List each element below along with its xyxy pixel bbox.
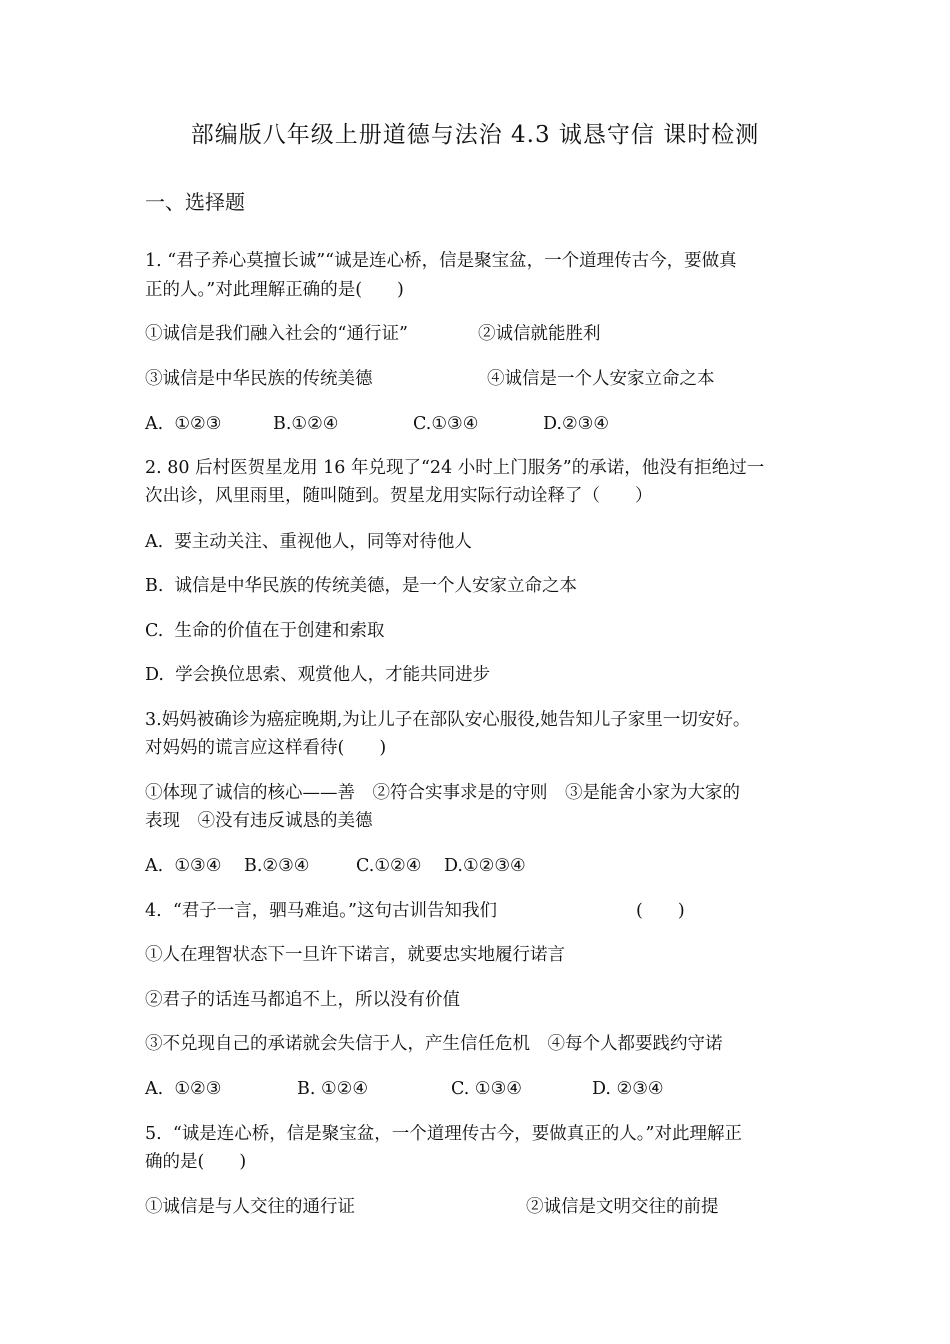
q4-item-1: ①人在理智状态下一旦许下诺言，就要忠实地履行诺言 xyxy=(145,945,565,965)
q1-option-a: A. ①②③ xyxy=(145,414,222,434)
q1-stem-line2: 正的人。”对此理解正确的是( ) xyxy=(145,280,404,300)
q1-option-b: B.①②④ xyxy=(273,414,339,434)
q5-stem-line1: 5. “诚是连心桥，信是聚宝盆，一个道理传古今，要做真正的人。”对此理解正 xyxy=(145,1124,742,1144)
q2-option-d: D. 学会换位思索、观赏他人，才能共同进步 xyxy=(145,665,491,685)
q3-stem-line1: 3.妈妈被确诊为癌症晚期,为让儿子在部队安心服役,她告知儿子家里一切安好。 xyxy=(145,710,751,730)
q4-item-3-4: ③不兑现自己的承诺就会失信于人，产生信任危机 ④每个人都要践约守诺 xyxy=(145,1034,723,1054)
q5-stem-line2: 确的是( ) xyxy=(145,1152,247,1172)
q4-option-d: D. ②③④ xyxy=(592,1079,664,1099)
q1-option-d: D.②③④ xyxy=(543,414,610,434)
q1-item-4: ④诚信是一个人安家立命之本 xyxy=(487,369,715,389)
q2-option-b: B. 诚信是中华民族的传统美德，是一个人安家立命之本 xyxy=(145,576,578,596)
q4-option-a: A. ①②③ xyxy=(145,1079,222,1099)
q3-items-line1: ①体现了诚信的核心——善 ②符合实事求是的守则 ③是能舍小家为大家的 xyxy=(145,783,740,803)
q5-item-1: ①诚信是与人交往的通行证 xyxy=(145,1197,355,1217)
q1-item-1: ①诚信是我们融入社会的“通行证” xyxy=(145,324,408,344)
q3-option-d: D.①②③④ xyxy=(444,856,526,876)
q1-item-3: ③诚信是中华民族的传统美德 xyxy=(145,369,373,389)
q4-answer-paren: ( ) xyxy=(636,901,685,921)
q5-item-2: ②诚信是文明交往的前提 xyxy=(526,1197,719,1217)
q2-option-a: A. 要主动关注、重视他人，同等对待他人 xyxy=(145,532,472,552)
q4-option-c: C. ①③④ xyxy=(451,1079,522,1099)
q3-stem-line2: 对妈妈的谎言应这样看待( ) xyxy=(145,738,387,758)
q4-item-2: ②君子的话连马都追不上，所以没有价值 xyxy=(145,990,460,1010)
q4-stem: 4. “君子一言，驷马难追。”这句古训告知我们 xyxy=(145,901,497,921)
q4-option-b: B. ①②④ xyxy=(297,1079,369,1099)
q3-option-c: C.①②④ xyxy=(356,856,422,876)
q3-items-line2: 表现 ④没有违反诚恳的美德 xyxy=(145,811,373,831)
q3-option-b: B.②③④ xyxy=(244,856,310,876)
q2-option-c: C. 生命的价值在于创建和索取 xyxy=(145,621,385,641)
q1-item-2: ②诚信就能胜利 xyxy=(478,324,601,344)
q2-stem-line2: 次出诊，风里雨里，随叫随到。贺星龙用实际行动诠释了（ ） xyxy=(145,486,653,506)
page-title: 部编版八年级上册道德与法治 4.3 诚恳守信 课时检测 xyxy=(190,122,760,148)
q1-option-c: C.①③④ xyxy=(413,414,479,434)
q1-stem-line1: 1. “君子养心莫擅长诚”“诚是连心桥，信是聚宝盆，一个道理传古今，要做真 xyxy=(145,251,737,271)
section-heading: 一、选择题 xyxy=(145,190,245,214)
q2-stem-line1: 2. 80 后村医贺星龙用 16 年兑现了“24 小时上门服务”的承诺，他没有拒绝过一 xyxy=(145,458,765,478)
q3-option-a: A. ①③④ xyxy=(145,856,222,876)
